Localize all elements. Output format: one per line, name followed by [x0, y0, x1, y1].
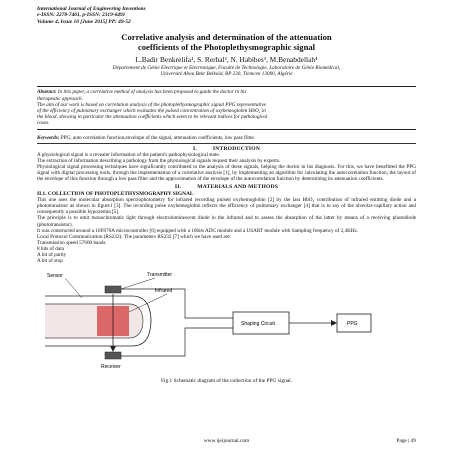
keywords-block: [37, 135, 416, 144]
abstract-line-2: therapeutic approach.: [37, 95, 83, 102]
abstract-line-4: of the efficiency of pulmonary exchanger which evaluates the pulsed concentration of oxyhemoglobin HbO₂ in: [37, 107, 266, 114]
section-heading-materials: II. MATERIALS AND METHODS: [174, 184, 279, 191]
section-heading-introduction: I. INTRODUCTION: [192, 145, 261, 152]
sensor-leader: [65, 278, 82, 298]
rs232-list-item: 8 bits of data: [37, 245, 64, 252]
ppg-label: PPG: [347, 321, 358, 328]
abstract-block: [37, 86, 416, 129]
sensor-label: Sensor: [47, 273, 63, 280]
beam-arrow-head: [110, 346, 116, 352]
paper-title: [37, 32, 416, 52]
footer-page-number: Page | 49: [396, 438, 416, 444]
abstract-line-6: cases.: [37, 120, 50, 127]
methods-paragraph-4: Local Protocol Communication (RS232): The parameters RS232 [7] which we have used are:: [37, 233, 232, 240]
methods-paragraph-1: This one uses the molecular absorption spectrophotometry for infrared recording pulsed oxyhemoglobin [2] by the last HbO₂ contribution of infrared emitting diode and a phototransistor as shown in figure1 [3]. The recording pulse oxyhemoglobin reflects the efficiency of pulmonary exchanger [4] that is to say of the alveolar-capillary action and consequently a possible hypoxemia [5].: [37, 197, 416, 216]
figure-caption: Fig.1 Schematic diagram of the collection of the PPG signal.: [161, 378, 292, 385]
receiver-block: [105, 352, 121, 359]
rs232-list-item: A bit of stop: [37, 258, 63, 265]
footer-url[interactable]: www.ijeijournal.com: [203, 438, 250, 444]
intro-paragraph-1: A physiological signal is a revealer information of the patient's pathophysiological state.: [37, 151, 221, 158]
journal-name: International Journal of Engineering Inventions: [37, 6, 146, 12]
title-line-2: coefficients of the Photoplethysmographic signal: [137, 41, 316, 52]
affiliation-line-1: Département de Génie Electrique et Electronique, Faculté de Technologie, Laboratoire de Génie Biomédical,: [112, 64, 341, 71]
subsection-heading-collection: II.1. COLLECTION OF PHOTOPLETHYSMOGRAPHY SIGNAL: [37, 191, 194, 198]
journal-issn: e-ISSN: 2278-7461, p-ISSN: 2319-6491: [37, 12, 126, 19]
affiliation-line-2: Université Abou Bekr Belkaïd, BP 230, Tlemcen 13000, Algérie: [160, 71, 293, 78]
methods-paragraph-2: The principle is to emit monochromatic light through electroluminescent diode in the infrared and to assess the absorption of the latter by means of a receiving photodiode (phototransistor).: [37, 215, 416, 228]
shaping-circuit-label: Shaping Circuit: [241, 321, 275, 328]
infrared-label: Infrared: [155, 288, 173, 295]
title-line-1: Correlative analysis and determination of the attenuation: [121, 31, 332, 42]
journal-volume: Volume 4, Issue 10 [June 2015] PP: 49-52: [37, 18, 131, 25]
infrared-leader: [129, 294, 167, 312]
abstract-label: Abstract:: [37, 89, 57, 96]
keywords-label: Keywords:: [37, 134, 60, 141]
page-footer: [37, 438, 416, 444]
circuit-to-ppg-arrow: [331, 320, 337, 326]
methods-paragraph-3: It was constructed around a 16F876A microcontroller [6] equipped with a 10bits ADC module and a USART module with Sampling frequency of 2,4KHz.: [37, 227, 359, 234]
paper-affiliation: [37, 65, 416, 77]
receiver-label: Receiver: [101, 364, 121, 371]
keywords-text: PPG, auto correlation function,envelope of the signal, attenuation coefficients, low pass filter.: [60, 134, 256, 141]
paper-authors: L.Badir Benkrelifa¹, S. Rerbal², N. Habibes³, M.Benabdellah⁴: [135, 54, 318, 64]
rs232-list-item: A bit of parity: [37, 252, 67, 259]
ppg-collection-diagram: [37, 268, 416, 376]
abstract-line-3: The aim of our work is based on correlation analysis of the photoplethysmographic signal PPG representative: [37, 101, 266, 108]
figure-1: [37, 268, 416, 376]
abstract-line-5: the blood, showing in particular the attenuation coefficients which seem to be relevant indices for pathological: [37, 114, 268, 121]
journal-header: [37, 6, 416, 25]
rs232-list-item: Transmission speed 57600 bauds: [37, 239, 106, 246]
abstract-line-1: In this paper, a correlative method of analysis has been proposed to guide the doctor in his: [57, 89, 247, 96]
intro-paragraph-2: The extraction of information describing a pathology from the physiological signals request their analysis by experts.: [37, 157, 281, 164]
intro-paragraph-3: Physiological signal processing techniques have significantly contributed to the analysis of these signals, helping the doctor in his diagnosis. For this, we have benefitted the PPG signal with digital processing tools, through the implementation of a correlative analysis [1], by implementing an algorithm for calculating the autocorrelation function, the layout of the envelope of this function through a low pass filter and the approximation of the envelope of the autocorrelation function by determining its attenuation coefficients.: [37, 163, 416, 183]
transmitter-leader: [121, 278, 155, 289]
transmitter-block: [105, 286, 121, 293]
transmitter-label: Transmitter: [147, 272, 173, 279]
